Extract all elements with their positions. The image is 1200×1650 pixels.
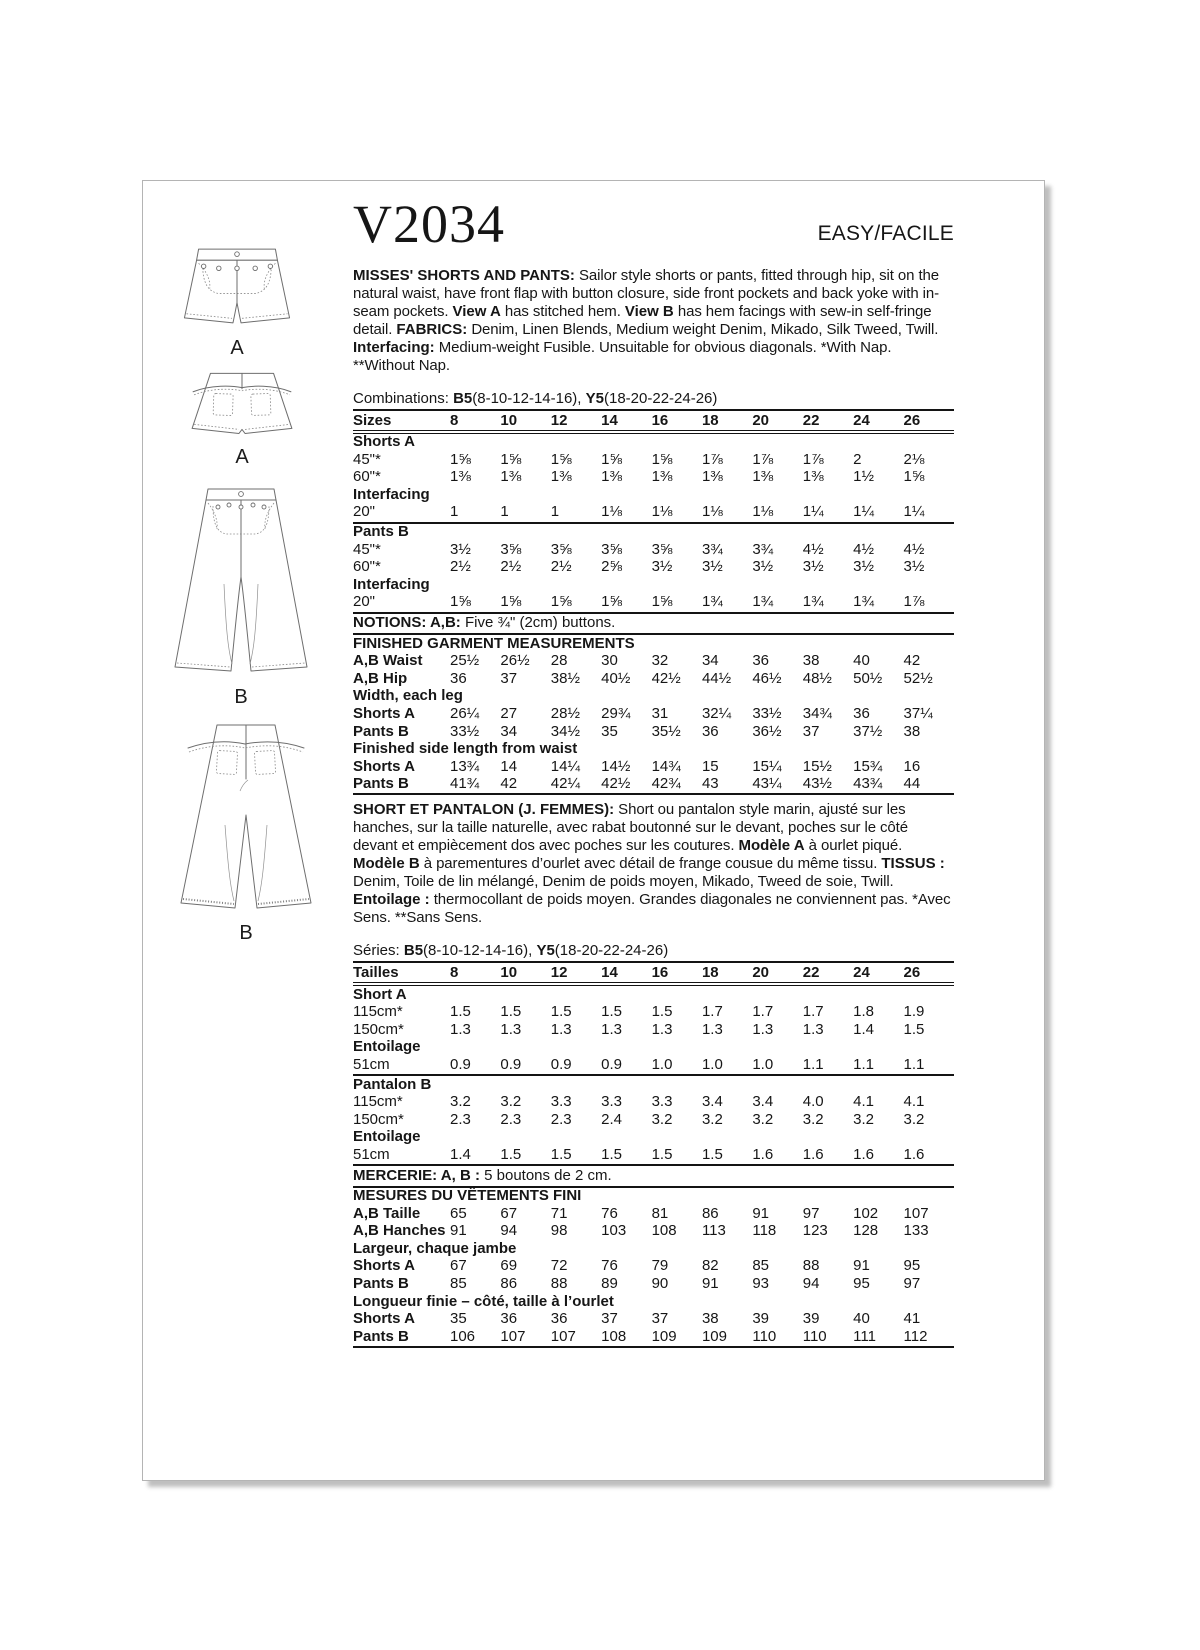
- data-row: 20" 1⅝ 1⅝ 1⅝ 1⅝ 1⅝ 1¾ 1¾ 1¾ 1¾ 1⅞: [353, 594, 954, 613]
- description-en: MISSES' SHORTS AND PANTS: Sailor style shorts or pants, fitted through hip, sit on the natural waist, have front flap with button closure, side front pockets and back yoke with in-seam pockets. View A has stitched hem. View B has hem facings with sew-in self-fringe detail. FABRICS: Denim, Linen Blends, Medium weight Denim, Mikado, Silk Tweed, Twill. Interfacing: Medium-weight Fusible. Unsuitable for obvious diagonals. *With Nap. **Without Nap.: [353, 267, 940, 374]
- size-header-row: Sizes 8 10 12 14 16 18 20 22 24 26: [353, 412, 954, 432]
- section-row: Pants B: [353, 523, 409, 541]
- pants-back-drawing: [171, 715, 321, 920]
- shorts-front-drawing: [176, 239, 298, 335]
- data-row: A,B Waist 25½ 26½ 28 30 32 34 36 38 40 42: [353, 652, 921, 670]
- data-row: Pants B 41¾ 42 42¼ 42½ 42¾ 43 43¼ 43½ 43¾ 44: [353, 776, 954, 795]
- section-row: Entoilage: [353, 1038, 421, 1056]
- pants-front-drawing: [166, 479, 316, 684]
- data-row: 51cm 1.4 1.5 1.5 1.5 1.5 1.5 1.6 1.6 1.6 1.6: [353, 1146, 954, 1165]
- view-label: A: [235, 446, 249, 468]
- section-row: FINISHED GARMENT MEASUREMENTS: [353, 634, 635, 652]
- note-row: NOTIONS: A,B: Five ¾" (2cm) buttons.: [353, 613, 954, 635]
- data-row: A,B Hanches 91 94 98 103 108 113 118 123 128 133: [353, 1222, 929, 1240]
- data-row: Shorts A 35 36 36 37 37 38 39 39 40 41: [353, 1310, 921, 1328]
- view-label: B: [239, 922, 253, 944]
- view-label: A: [230, 337, 244, 359]
- section-row: Interfacing: [353, 485, 430, 503]
- section-row: Largeur, chaque jambe: [353, 1239, 517, 1257]
- section-row: Entoilage: [353, 1128, 421, 1146]
- data-row: 150cm* 2.3 2.3 2.3 2.4 3.2 3.2 3.2 3.2 3.2 3.2: [353, 1110, 925, 1128]
- data-row: Pants B 106 107 107 108 109 109 110 110 111 112: [353, 1328, 954, 1347]
- data-row: 45"* 1⅝ 1⅝ 1⅝ 1⅝ 1⅝ 1⅞ 1⅞ 1⅞ 2 2⅛: [353, 450, 925, 468]
- data-row: 60"* 2½ 2½ 2½ 2⅝ 3½ 3½ 3½ 3½ 3½ 3½: [353, 558, 925, 576]
- section-row: Shorts A: [353, 433, 415, 451]
- data-row: 51cm 0.9 0.9 0.9 0.9 1.0 1.0 1.0 1.1 1.1 1.1: [353, 1056, 954, 1075]
- combinations-line: Combinations: B5(8-10-12-14-16), Y5(18-20-22-24-26): [353, 389, 954, 411]
- section-row: Interfacing: [353, 575, 430, 593]
- header: [353, 195, 954, 253]
- section-row: Short A: [353, 985, 407, 1003]
- shorts-back-drawing: [186, 367, 298, 444]
- data-row: 20" 1 1 1 1⅛ 1⅛ 1⅛ 1⅛ 1¼ 1¼ 1¼: [353, 504, 954, 523]
- shorts-front-illustration: [176, 239, 298, 360]
- data-row: 150cm* 1.3 1.3 1.3 1.3 1.3 1.3 1.3 1.3 1.4 1.5: [353, 1020, 925, 1038]
- pants-back-illustration: [171, 715, 321, 945]
- pants-front-illustration: [166, 479, 316, 709]
- view-label: B: [234, 686, 248, 708]
- data-row: 115cm* 3.2 3.2 3.3 3.3 3.3 3.4 3.4 4.0 4.1 4.1: [353, 1093, 925, 1111]
- series-line: Séries: B5(8-10-12-14-16), Y5(18-20-22-24-26): [353, 941, 954, 963]
- data-row: Shorts A 67 69 72 76 79 82 85 88 91 95: [353, 1257, 921, 1275]
- section-row: Width, each leg: [353, 687, 463, 705]
- note-row: MERCERIE: A, B : 5 boutons de 2 cm.: [353, 1165, 954, 1187]
- pattern-number: V2034: [353, 194, 505, 254]
- pattern-envelope-back: [142, 180, 1045, 1481]
- yardage-table-imperial: [353, 412, 954, 795]
- data-row: Shorts A 13¾ 14 14¼ 14½ 14¾ 15 15¼ 15½ 15¾ 16: [353, 757, 921, 775]
- data-row: Pants B 85 86 88 89 90 91 93 94 95 97: [353, 1275, 921, 1293]
- content-column: [353, 195, 954, 1348]
- section-row: MESURES DU VÊTEMENTS FINI: [353, 1187, 582, 1205]
- data-row: 115cm* 1.5 1.5 1.5 1.5 1.5 1.7 1.7 1.7 1.8 1.9: [353, 1003, 925, 1021]
- data-row: 60"* 1⅜ 1⅜ 1⅜ 1⅜ 1⅜ 1⅜ 1⅜ 1⅜ 1½ 1⅝: [353, 468, 925, 486]
- data-row: A,B Hip 36 37 38½ 40½ 42½ 44½ 46½ 48½ 50½ 52½: [353, 669, 933, 687]
- difficulty-label: EASY/FACILE: [817, 222, 954, 245]
- description-fr: SHORT ET PANTALON (J. FEMMES): Short ou pantalon style marin, ajusté sur les hanches, sur la taille naturelle, avec rabat boutonné sur le devant, poches sur le côté devant et empiècement dos avec poches sur les coutures. Modèle A à ourlet piqué. Modèle B à parementures d’ourlet avec détail de frange cousue du même tissu. TISSUS : Denim, Toile de lin mélangé, Denim de poids moyen, Mikado, Tweed de soie, Twill. Entoilage : thermocollant de poids moyen. Grandes diagonales ne conviennent pas. *Avec Sens. **Sans Sens.: [353, 801, 951, 927]
- data-row: Shorts A 26¼ 27 28½ 29¾ 31 32¼ 33½ 34¾ 36 37¼: [353, 705, 933, 722]
- size-header-row: Tailles 8 10 12 14 16 18 20 22 24 26: [353, 964, 954, 984]
- yardage-table-metric: [353, 964, 954, 1347]
- shorts-back-illustration: [186, 367, 298, 469]
- section-row: Finished side length from waist: [353, 740, 578, 758]
- data-row: A,B Taille 65 67 71 76 81 86 91 97 102 107: [353, 1204, 929, 1222]
- data-row: Pants B 33½ 34 34½ 35 35½ 36 36½ 37 37½ 38: [353, 722, 921, 740]
- section-row: Pantalon B: [353, 1075, 432, 1093]
- data-row: 45"* 3½ 3⅝ 3⅝ 3⅝ 3⅝ 3¾ 3¾ 4½ 4½ 4½: [353, 540, 925, 558]
- section-row: Longueur finie – côté, taille à l’ourlet: [353, 1292, 614, 1310]
